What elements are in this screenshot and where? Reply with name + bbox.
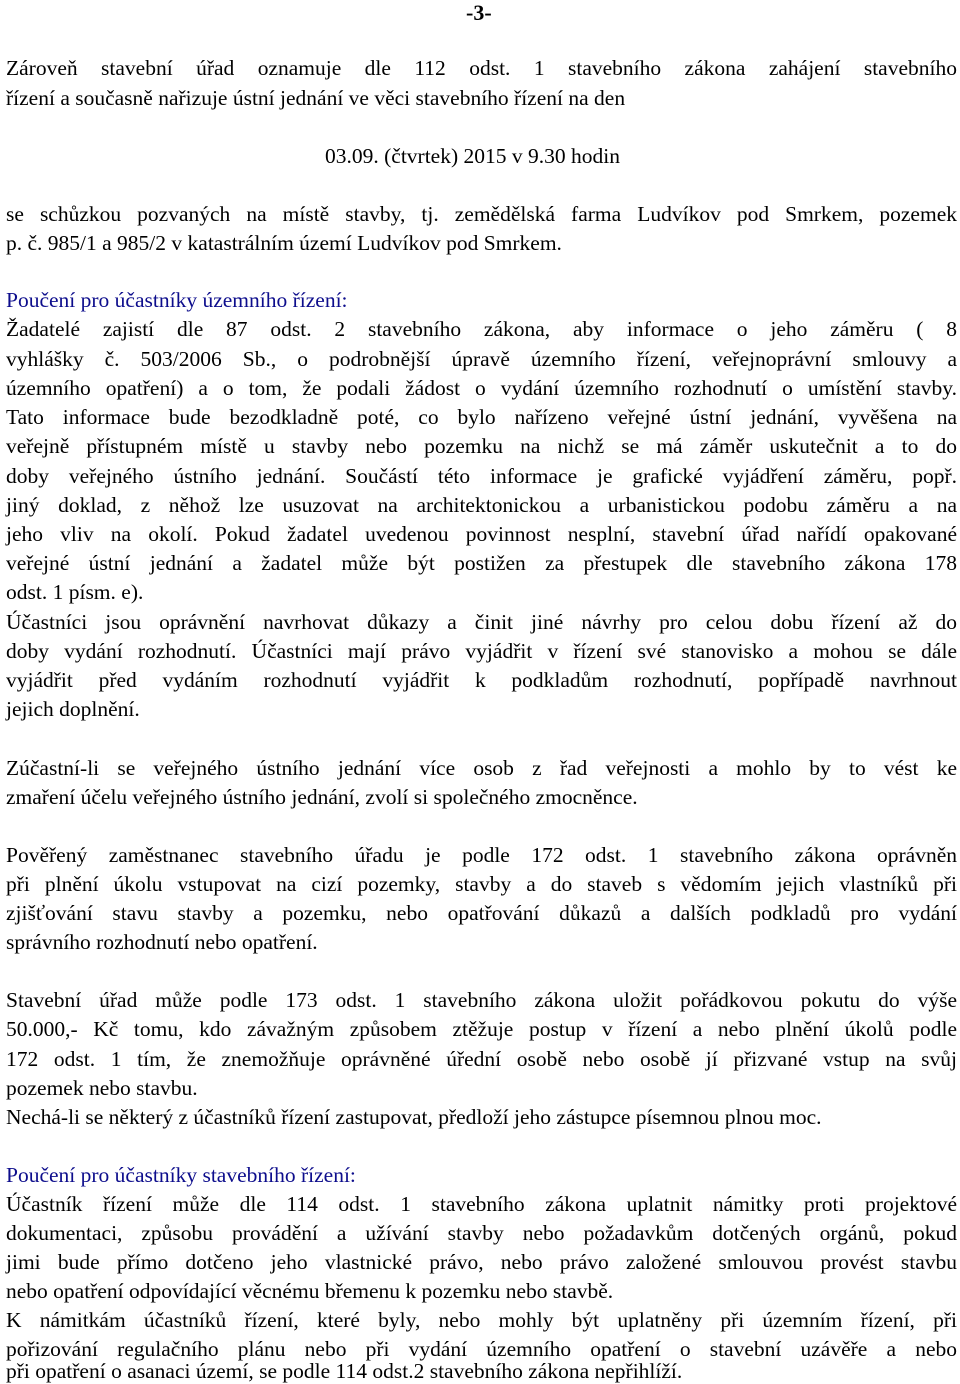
uzemni-line-7: jiný doklad, z něhož lze usuzovat na architektonickou a urbanistickou podobu záměru a na <box>6 493 957 517</box>
uzemni-line-12: doby vydání rozhodnutí. Účastníci mají právo vyjádřit v řízení své stanovisko a mohou se dále <box>6 639 957 663</box>
uzemni-line-11: Účastníci jsou oprávnění navrhovat důkazy a činit jiné návrhy pro celou dobu řízení až do <box>6 610 957 634</box>
stavebni-line-5: K námitkám účastníků řízení, které byly, nebo mohly být uplatněny při územním řízení, při <box>6 1308 957 1332</box>
location-line-2: p. č. 985/1 a 985/2 v katastrálním území Ludvíkov pod Smrkem. <box>6 231 562 255</box>
stavebni-line-7: při opatření o asanaci území, se podle 114 odst.2 stavebního zákona nepřihlíží. <box>6 1359 683 1383</box>
uzemni-line-9: veřejné ústní jednání a žadatel může být postižen za přestupek dle stavebního zákona 178 <box>6 551 957 575</box>
povereny-line-3: zjišťování stavu stavby a pozemku, nebo opatřování důkazů a dalších podkladů pro vydání <box>6 901 957 925</box>
stavebni-line-2: dokumentaci, způsobu provádění a užívání stavby nebo požadavkům dotčených orgánů, pokud <box>6 1221 957 1245</box>
location-line-1: se schůzkou pozvaných na místě stavby, tj. zemědělská farma Ludvíkov pod Smrkem, pozemek <box>6 202 957 226</box>
pokuta-line-2: 50.000,- Kč tomu, kdo závažným způsobem ztěžuje postup v řízení a nebo plnění úkolů podle <box>6 1017 957 1041</box>
zucastni-line-2: zmaření účelu veřejného ústního jednání, zvolí si společného zmocněnce. <box>6 785 638 809</box>
stavebni-line-3: jimi bude přímo dotčeno jeho vlastnické právo, nebo právo založené smlouvou provést stavbu <box>6 1250 957 1274</box>
uzemni-line-5: veřejně přístupném místě u stavby nebo pozemku na nichž se má záměr uskutečnit a to do <box>6 434 957 458</box>
uzemni-line-4: Tato informace bude bezodkladně poté, co bylo nařízeno veřejné ústní jednání, vyvěšena na <box>6 405 957 429</box>
povereny-line-4: správního rozhodnutí nebo opatření. <box>6 930 318 954</box>
stavebni-line-6: pořizování regulačního plánu nebo při vydání územního opatření o stavební uzávěře a nebo <box>6 1337 957 1361</box>
intro-line-2: řízení a současně nařizuje ústní jednání ve věci stavebního řízení na den <box>6 86 626 110</box>
uzemni-line-8: jeho vliv na okolí. Pokud žadatel uvedenou povinnost nesplní, stavební úřad nařídí opakované <box>6 522 957 546</box>
pokuta-line-3: 172 odst. 1 tím, že znemožňuje oprávněné úřední osobě nebo osobě jí přizvané vstup na svůj <box>6 1047 957 1071</box>
uzemni-line-6: doby veřejného ústního jednání. Součástí této informace je grafické vyjádření záměru, popř. <box>6 464 957 488</box>
pokuta-line-4: pozemek nebo stavbu. <box>6 1076 198 1100</box>
stavebni-line-4: nebo opatření odpovídající věcnému břemenu k pozemku nebo stavbě. <box>6 1279 614 1303</box>
heading-stavebni-rizeni: Poučení pro účastníky stavebního řízení: <box>6 1163 356 1187</box>
hearing-date: 03.09. (čtvrtek) 2015 v 9.30 hodin <box>325 144 620 168</box>
uzemni-line-3: územního opatření) a o tom, že podali žádost o vydání územního rozhodnutí o umístění stavby. <box>6 376 957 400</box>
uzemni-line-10: odst. 1 písm. e). <box>6 580 144 604</box>
pokuta-line-5: Nechá-li se některý z účastníků řízení zastupovat, předloží jeho zástupce písemnou plnou moc. <box>6 1105 822 1129</box>
uzemni-line-1: Žadatelé zajistí dle 87 odst. 2 stavebního zákona, aby informace o jeho záměru ( 8 <box>6 317 957 341</box>
intro-line-1: Zároveň stavební úřad oznamuje dle 112 odst. 1 stavebního zákona zahájení stavebního <box>6 56 957 80</box>
zucastni-line-1: Zúčastní-li se veřejného ústního jednání více osob z řad veřejnosti a mohlo by to vést ke <box>6 756 957 780</box>
uzemni-line-2: vyhlášky č. 503/2006 Sb., o podrobnější úpravě územního řízení, veřejnoprávní smlouvy a <box>6 347 957 371</box>
povereny-line-2: při plnění úkolu vstupovat na cizí pozemky, stavby a do staveb s vědomím jejich vlastníků při <box>6 872 957 896</box>
uzemni-line-14: jejich doplnění. <box>6 697 140 721</box>
page-number: -3- <box>466 0 492 25</box>
uzemni-line-13: vyjádřit před vydáním rozhodnutí vyjádřit k podkladům rozhodnutí, popřípadě navrhnout <box>6 668 957 692</box>
stavebni-line-1: Účastník řízení může dle 114 odst. 1 stavebního zákona uplatnit námitky proti projektové <box>6 1192 957 1216</box>
heading-uzemni-rizeni: Poučení pro účastníky územního řízení: <box>6 288 348 312</box>
povereny-line-1: Pověřený zaměstnanec stavebního úřadu je podle 172 odst. 1 stavebního zákona oprávněn <box>6 843 957 867</box>
pokuta-line-1: Stavební úřad může podle 173 odst. 1 stavebního zákona uložit pořádkovou pokutu do výše <box>6 988 957 1012</box>
